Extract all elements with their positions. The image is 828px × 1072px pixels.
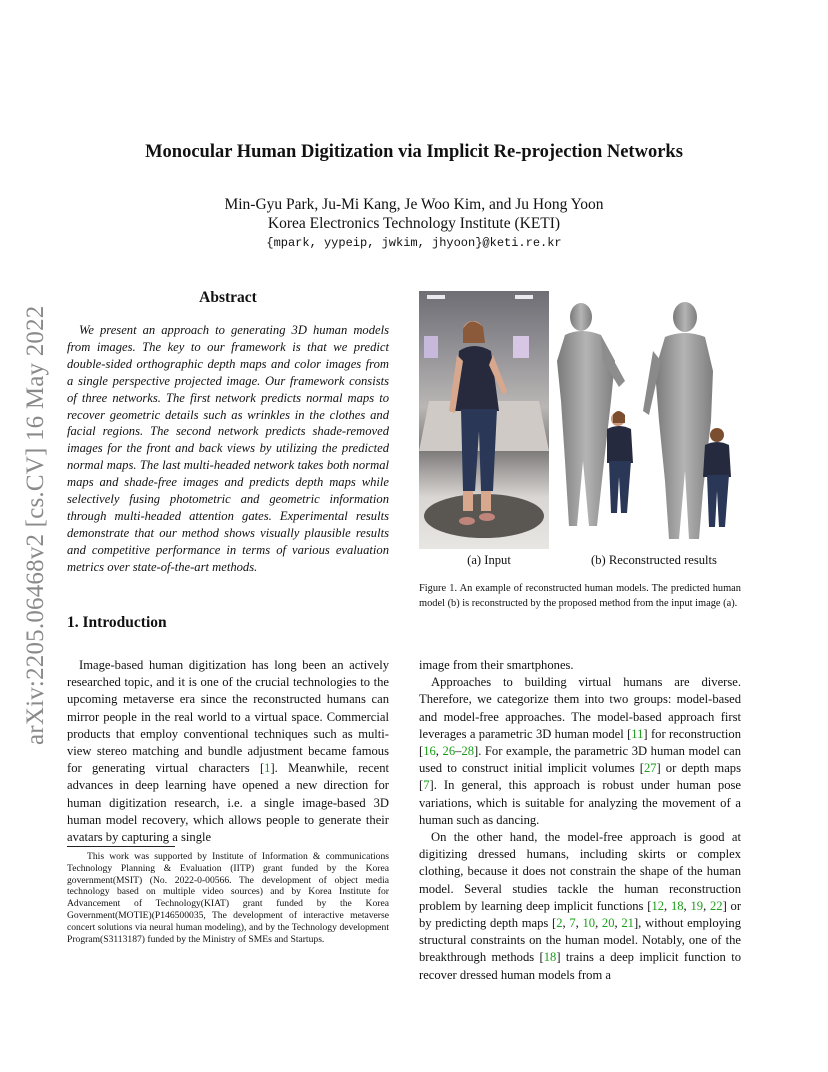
authors: Min-Gyu Park, Ju-Mi Kang, Je Woo Kim, and Ju Hong Yoon <box>224 196 604 213</box>
citation-link[interactable]: 12 <box>651 898 665 913</box>
citation-link[interactable]: 10 <box>582 916 596 931</box>
arxiv-stamp <box>14 275 58 745</box>
citation-link[interactable]: 21 <box>621 916 634 931</box>
citation-link[interactable]: 1 <box>264 761 271 776</box>
figure-label-reconstructed: (b) Reconstructed results <box>591 553 717 567</box>
citation-link[interactable]: 7 <box>423 778 430 793</box>
emails: {mpark, yypeip, jwkim, jhyoon}@keti.re.kr <box>266 236 562 250</box>
citation-link[interactable]: 22 <box>709 898 723 913</box>
figure-label-input: (a) Input <box>467 553 511 567</box>
citation-link[interactable]: 26 <box>442 744 456 759</box>
intro-paragraph-left: Image-based human digitization has long been an actively researched topic, and it is one of the crucial technologies to the upcoming metaverse era since the reconstructed humans can mirror people in the real world to a virtual space. Commercial products that employ conventional techniques such as multi-view stereo matching and bundle adjustment became famous for generating virtual characters [1]. Meanwhile, recent advances in deep learning have opened a new direction for human digitization research, i.e. a single image-based 3D human model recovery, which allows people to generate their avatars by capturing a single <box>67 658 389 845</box>
citation-link[interactable]: 20 <box>601 916 615 931</box>
citation-link[interactable]: 18 <box>543 950 557 965</box>
abstract-text: We present an approach to generating 3D human models from images. The key to our framework is that we predict double-sided orthographic depth maps and color images from a single perspective projected image. Our framework consists of three networks. The first network predicts normal maps to recover geometric details such as wrinkles in the clothes and facial regions. The second network predicts shade-removed images for the front and back views by utilizing the predicted normal maps. The last multi-headed network takes both normal maps and shade-free images and predicts depth maps while selectively fusing photometric and geometric information through multi-headed attention gates. Experimental results demonstrate that our method shows visually plausible results and competitive performance in terms of various evaluation metrics over state-of-the-art methods. <box>67 323 389 574</box>
intro-paragraph-right-2: Approaches to building virtual humans are diverse. Therefore, we categorize them into two groups: model-based and model-free approaches. The model-based approach first leverages a parametric 3D human model [11] for reconstruction [16, 26–28]. For example, the parametric 3D human model can used to construct initial implicit volumes [27] or depth maps [7]. In general, this approach is robust under human pose variations, which is suitable for analyzing the movement of a human such as dancing. <box>419 675 742 827</box>
section-heading-introduction: 1. Introduction <box>67 614 167 631</box>
affiliation: Korea Electronics Technology Institute (KETI) <box>267 215 561 232</box>
figure-caption: Figure 1. An example of reconstructed human models. The predicted human model (b) is reconstructed by the proposed method from the input image (a). <box>419 583 741 609</box>
intro-paragraph-right-1: image from their smartphones. <box>419 658 574 672</box>
figure-input-image <box>419 291 549 549</box>
reconstruction-illustration <box>553 291 741 549</box>
intro-right-column <box>419 657 741 984</box>
citation-link[interactable]: 16 <box>423 744 436 759</box>
citation-link[interactable]: 11 <box>631 726 644 741</box>
citation-link[interactable]: 18 <box>670 898 684 913</box>
input-photo-illustration <box>419 291 549 549</box>
citation-link[interactable]: 27 <box>643 761 657 776</box>
footnote-rule <box>67 846 175 847</box>
intro-paragraph-right-3: On the other hand, the model-free approach is good at digitizing dressed humans, including skirts or complex clothing, because it does not constrain the shape of the human model. Several studies tackle the human reconstruction problem by learning deep implicit functions [12, 18, 19, 22] or by predicting depth maps [2, 7, 10, 20, 21], without employing structural constraints on the human model. Notably, one of the breakthrough methods [18] trains a deep implicit function to recover dressed human models from a <box>419 830 742 982</box>
citation-link[interactable]: 2 <box>556 916 563 931</box>
paper-title: Monocular Human Digitization via Implicit Re-projection Networks <box>145 142 683 162</box>
footnote: This work was supported by Institute of Information & communications Technology Planning & Evaluation (IITP) grant funded by the Korea government(MSIT) (No. 2022-0-00566. The development of object media technology based on multiple video sources) and by Korea Institute for Advancement of Technology(KIAT) grant funded by the Korea Government(MOTIE)(P146500035, The development of interactive metaverse concert solutions via neural human modeling), and by the Technology development Program(S3113187) funded by the Ministry of SMEs and Startups. <box>67 851 389 945</box>
abstract-heading: Abstract <box>199 289 257 306</box>
figure-reconstructed-image <box>553 291 741 549</box>
citation-link[interactable]: 7 <box>569 916 576 931</box>
citation-link[interactable]: 19 <box>690 898 704 913</box>
citation-link[interactable]: 28 <box>461 744 474 759</box>
arxiv-stamp-text: arXiv:2205.06468v2 [cs.CV] 16 May 2022 <box>22 305 49 745</box>
